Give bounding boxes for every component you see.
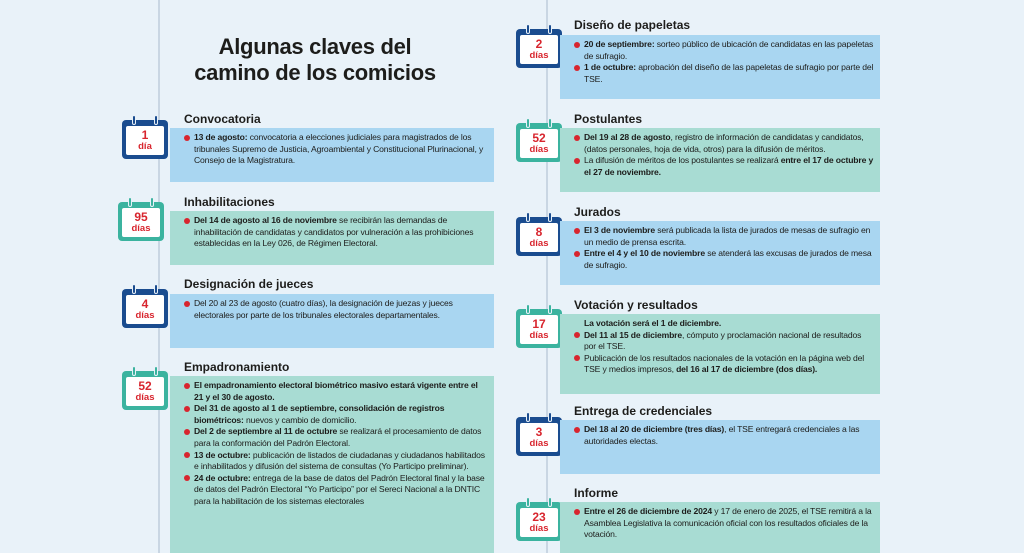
duration-number: 95 [134,209,148,224]
duration-number: 23 [532,509,546,524]
milestone-title: Jurados [574,205,621,219]
detail-bullet: Del 18 al 20 de diciembre (tres días), el TSE entregará credenciales a las autoridades electas. [574,424,874,447]
calendar-icon [122,284,168,328]
detail-bullet: Publicación de los resultados nacionales de la votación en la página web del TSE y medios impresos, del 16 al 17 de diciembre (dos días). [574,353,874,376]
lead-text: La votación será el 1 de diciembre. [584,318,722,328]
milestone-title: Inhabilitaciones [184,195,275,209]
page-title [170,34,460,86]
timeline-line-right [546,0,548,553]
milestone-details [560,314,880,394]
duration-unit: días [529,522,549,534]
detail-bullet: Entre el 4 y el 10 de noviembre se atenderá las excusas de jurados de mesa de sufragio. [574,248,874,271]
calendar-icon [516,412,562,456]
detail-bullet: Del 14 de agosto al 16 de noviembre se recibirán las demandas de inhabilitación de candidatas y candidatos por vulneración a las prohibiciones establecidas en la Ley 026, de Régimen Electoral. [184,215,488,250]
detail-bullet: Entre el 26 de diciembre de 2024 y 17 de enero de 2025, el TSE remitirá a la Asamblea Legislativa la comunicación oficial con los resultados oficiales de la votación. [574,506,874,541]
duration-number: 1 [141,127,149,142]
duration-number: 3 [535,424,543,439]
detail-bullet: 1 de octubre: aprobación del diseño de las papeletas de sufragio por parte del TSE. [574,62,874,85]
detail-bullet: 13 de octubre: publicación de listados de ciudadanas y ciudadanos habilitados e inhabilitados y difusión del sistema de consultas (Yo Participo preliminar). [184,450,488,473]
duration-unit: días [529,49,549,61]
milestone-details [170,211,494,265]
detail-bullet: Del 31 de agosto al 1 de septiembre, consolidación de registros biométricos: nuevos y cambio de domicilio. [184,403,488,426]
duration-unit: días [529,437,549,449]
calendar-icon [516,118,562,162]
detail-bullet: 20 de septiembre: sorteo público de ubicación de candidatas en las papeletas de sufragio. [574,39,874,62]
milestone-title: Postulantes [574,112,643,126]
milestone-title: Designación de jueces [184,277,314,291]
milestone-title: Entrega de credenciales [574,404,713,418]
duration-unit: día [138,140,152,152]
detail-bullet: El empadronamiento electoral biométrico masivo estará vigente entre el 21 y el 30 de agosto. [184,380,488,403]
calendar-icon [122,366,168,410]
detail-bullet: 24 de octubre: entrega de la base de datos del Padrón Electoral final y la base de datos del Padrón Electoral “Yo Participo” por el Sereci Nacional a la DNTIC para la habilitación de los sistemas electorales [184,473,488,508]
calendar-icon [122,115,168,159]
duration-unit: días [131,222,151,234]
duration-number: 4 [141,296,149,311]
milestone-details [560,420,880,474]
milestone-details [560,221,880,285]
calendar-icon [118,197,164,241]
detail-bullet: Del 2 de septiembre al 11 de octubre se realizará el procesamiento de datos para la conformación del Padrón Electoral. [184,426,488,449]
milestone-title: Informe [574,486,619,500]
calendar-icon [516,24,562,68]
detail-bullet: La difusión de méritos de los postulantes se realizará entre el 17 de octubre y el 27 de noviembre. [574,155,874,178]
calendar-icon [516,212,562,256]
duration-unit: días [529,329,549,341]
milestone-details [170,128,494,182]
duration-unit: días [529,143,549,155]
detail-bullet: El 3 de noviembre será publicada la lista de jurados de mesas de sufragio en un medio de prensa escrita. [574,225,874,248]
milestone-details [560,128,880,192]
duration-number: 52 [138,378,152,393]
duration-unit: días [135,309,155,321]
page-title-line-2: camino de los comicios [194,60,436,85]
detail-bullet: Del 11 al 15 de diciembre, cómputo y proclamación nacional de resultados por el TSE. [574,330,874,353]
milestone-title: Diseño de papeletas [574,18,691,32]
calendar-icon [516,304,562,348]
milestone-title: Votación y resultados [574,298,698,312]
milestone-details [560,502,880,553]
milestone-details [560,35,880,99]
duration-number: 8 [535,224,543,239]
duration-unit: días [529,237,549,249]
calendar-icon [516,497,562,541]
milestone-details [170,376,494,553]
duration-number: 52 [532,130,546,145]
duration-unit: días [135,391,155,403]
timeline-line-left [158,0,160,553]
page-title-line-1: Algunas claves del [218,34,412,59]
detail-bullet: 13 de agosto: convocatoria a elecciones judiciales para magistrados de los tribunales Supremo de Justicia, Agroambiental y Constitucional Plurinacional, y Consejo de la Magistratura. [184,132,488,167]
detail-bullet: Del 20 al 23 de agosto (cuatro días), la designación de juezas y jueces electorales por parte de los tribunales electorales departamentales. [184,298,488,321]
duration-number: 2 [535,36,543,51]
detail-bullet: Del 19 al 28 de agosto, registro de información de candidatas y candidatos, (datos personales, hoja de vida, otros) para la difusión de méritos. [574,132,874,155]
milestone-title: Convocatoria [184,112,261,126]
duration-number: 17 [532,316,546,331]
milestone-details [170,294,494,348]
milestone-title: Empadronamiento [184,360,290,374]
